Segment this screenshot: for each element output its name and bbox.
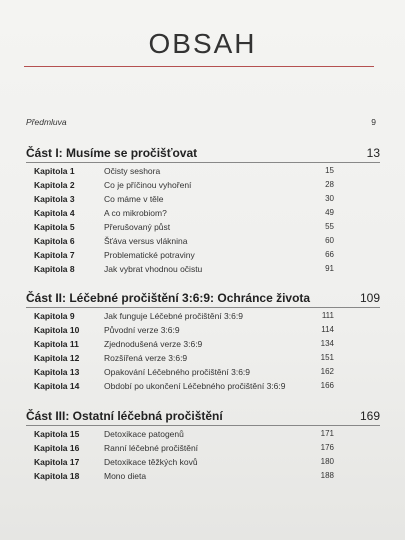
toc-row [34, 381, 334, 394]
chapter-page: 66 [325, 250, 334, 259]
chapter-number: Kapitola 9 [34, 311, 75, 321]
chapter-title: Opakování Léčebného pročištění 3:6:9 [104, 367, 251, 377]
chapter-page: 176 [320, 443, 334, 452]
chapter-page: 91 [325, 264, 334, 273]
chapter-title: Co je příčinou vyhoření [104, 180, 192, 190]
toc-row [34, 208, 334, 221]
chapter-title: Zjednodušená verze 3:6:9 [104, 339, 203, 349]
toc-row [34, 367, 334, 380]
chapter-number: Kapitola 18 [34, 471, 80, 481]
chapter-number: Kapitola 7 [34, 250, 75, 260]
toc-row [34, 429, 334, 442]
chapter-title: Mono dieta [104, 471, 147, 481]
chapter-title: Přerušovaný půst [104, 222, 171, 232]
chapter-title: Původní verze 3:6:9 [104, 325, 180, 335]
chapter-page: 55 [325, 222, 334, 231]
part-1-heading [26, 146, 380, 160]
chapter-page: 134 [320, 339, 334, 348]
chapter-number: Kapitola 3 [34, 194, 75, 204]
chapter-page: 171 [320, 429, 334, 438]
chapter-page: 151 [320, 353, 334, 362]
chapter-title: Jak funguje Léčebné pročištění 3:6:9 [104, 311, 243, 321]
chapter-number: Kapitola 16 [34, 443, 80, 453]
chapter-page: 28 [325, 180, 334, 189]
part-1-divider [26, 162, 380, 163]
chapter-page: 188 [320, 471, 334, 480]
part-page: 169 [359, 409, 380, 423]
part-page: 13 [366, 146, 380, 160]
chapter-title: Co máme v těle [104, 194, 164, 204]
toc-row [34, 180, 334, 193]
chapter-title: Rozšířená verze 3:6:9 [104, 353, 188, 363]
chapter-page: 111 [321, 311, 334, 320]
chapter-title: Detoxikace těžkých kovů [104, 457, 198, 467]
chapter-number: Kapitola 10 [34, 325, 80, 335]
toc-row [34, 222, 334, 235]
toc-row [34, 236, 334, 249]
chapter-title: Jak vybrat vhodnou očistu [104, 264, 203, 274]
chapter-number: Kapitola 14 [34, 381, 80, 391]
chapter-page: 166 [320, 381, 334, 390]
part-title: Část III: Ostatní léčebná pročištění [26, 409, 223, 423]
chapter-number: Kapitola 12 [34, 353, 80, 363]
toc-row [34, 250, 334, 263]
toc-row [34, 264, 334, 277]
chapter-title: Detoxikace patogenů [104, 429, 184, 439]
chapter-page: 114 [321, 325, 334, 334]
chapter-page: 180 [320, 457, 334, 466]
chapter-number: Kapitola 1 [34, 166, 75, 176]
toc-row [34, 339, 334, 352]
chapter-title: Období po ukončení Léčebného pročištění 3:6:9 [104, 381, 286, 391]
preface-label: Předmluva [26, 117, 67, 127]
page-title: OBSAH [148, 28, 257, 59]
chapter-page: 49 [325, 208, 334, 217]
toc-row [34, 194, 334, 207]
chapter-title: Ranní léčebné pročištění [104, 443, 199, 453]
chapter-page: 162 [320, 367, 334, 376]
part-3-divider [26, 425, 380, 426]
chapter-title: Šťáva versus vláknina [104, 236, 188, 246]
toc-row [34, 457, 334, 470]
chapter-page: 60 [325, 236, 334, 245]
chapter-title: A co mikrobiom? [104, 208, 167, 218]
preface-entry [26, 117, 376, 127]
chapter-number: Kapitola 11 [34, 339, 79, 349]
chapter-title: Problematické potraviny [104, 250, 195, 260]
toc-row [34, 443, 334, 456]
chapter-number: Kapitola 6 [34, 236, 75, 246]
part-2-divider [26, 307, 380, 308]
chapter-number: Kapitola 4 [34, 208, 75, 218]
toc-row [34, 353, 334, 366]
chapter-page: 30 [325, 194, 334, 203]
chapter-number: Kapitola 8 [34, 264, 75, 274]
part-title: Část II: Léčebné pročištění 3:6:9: Ochránce života [26, 291, 311, 305]
chapter-number: Kapitola 2 [34, 180, 75, 190]
part-title: Část I: Musíme se pročišťovat [26, 146, 198, 160]
chapter-page: 15 [325, 166, 334, 175]
chapter-number: Kapitola 17 [34, 457, 80, 467]
preface-page: 9 [371, 117, 376, 127]
toc-row [34, 325, 334, 338]
chapter-number: Kapitola 15 [34, 429, 80, 439]
toc-row [34, 311, 334, 324]
part-page: 109 [359, 291, 380, 305]
title-rule [24, 66, 374, 67]
part-2-heading [26, 291, 380, 305]
toc-row [34, 471, 334, 484]
chapter-number: Kapitola 5 [34, 222, 75, 232]
chapter-number: Kapitola 13 [34, 367, 80, 377]
chapter-title: Očisty seshora [104, 166, 161, 176]
part-3-heading [26, 409, 380, 423]
toc-row [34, 166, 334, 179]
